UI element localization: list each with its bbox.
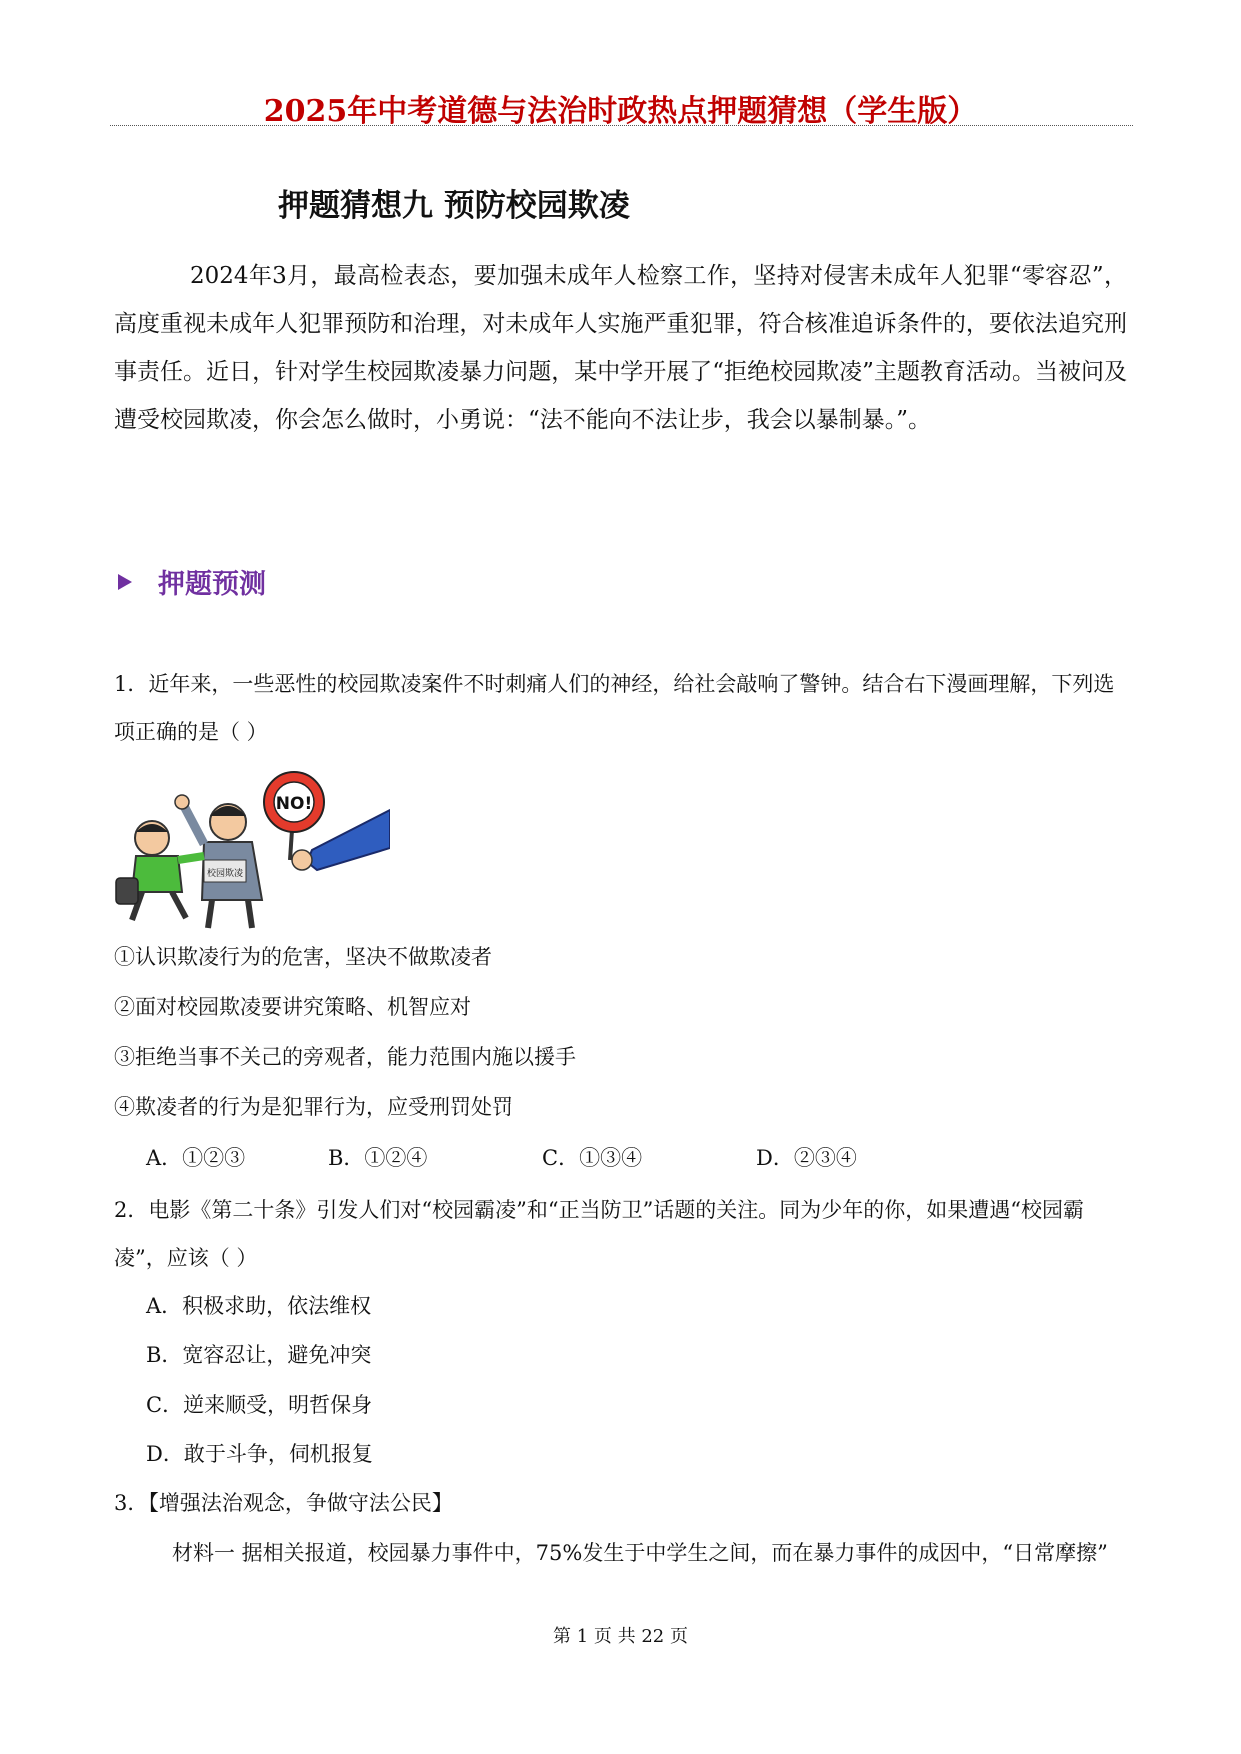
bag-text: 校园欺凌 <box>206 869 244 879</box>
bullying-cartoon-image <box>112 760 390 930</box>
intro-paragraph: 2024年3月，最高检表态，要加强未成年人检察工作，坚持对侵害未成年人犯罪“零容忍”，高度重视未成年人犯罪预防和治理，对未成年人实施严重犯罪，符合核准追诉条件的，要依法追究刑事责任。近日，针对学生校园欺凌暴力问题，某中学开展了“拒绝校园欺凌”主题教育活动。当被问及遭受校园欺凌，你会怎么做时，小勇说：“法不能向不法让步，我会以暴制暴。”。 <box>114 263 1127 433</box>
q2-option-b: B．宽容忍让，避免冲突 <box>146 1343 372 1367</box>
q2-option-a: A．积极求助，依法维权 <box>146 1294 372 1318</box>
document-header-title: 2025年中考道德与法治时政热点押题猜想（学生版） <box>263 94 978 129</box>
prediction-heading-label: 押题预测 <box>158 569 266 600</box>
q1-statement-2: ②面对校园欺凌要讲究策略、机智应对 <box>114 995 471 1019</box>
section-title: 押题猜想九 预防校园欺凌 <box>278 188 630 224</box>
header-divider <box>110 125 1133 126</box>
page-footer: 第 1 页 共 22 页 <box>553 1626 688 1647</box>
q2-option-c: C．逆来顺受，明哲保身 <box>146 1393 373 1417</box>
q1-statement-3: ③拒绝当事不关己的旁观者，能力范围内施以援手 <box>114 1045 576 1069</box>
q1-choice-c: C．①③④ <box>542 1146 643 1170</box>
q3-material-1: 材料一 据相关报道，校园暴力事件中，75%发生于中学生之间，而在暴力事件的成因中，“日常摩擦” <box>172 1541 1108 1565</box>
q1-choice-d: D．②③④ <box>756 1146 857 1170</box>
q1-statement-4: ④欺凌者的行为是犯罪行为，应受刑罚处罚 <box>114 1095 513 1119</box>
question-2-stem: 2．电影《第二十条》引发人们对“校园霸凌”和“正当防卫”话题的关注。同为少年的你，如果遭遇“校园霸凌”，应该（ ） <box>114 1198 1085 1270</box>
question-3-heading: 3．【增强法治观念，争做守法公民】 <box>114 1491 453 1515</box>
no-sign-text: NO! <box>275 794 313 814</box>
q1-choice-b: B．①②④ <box>328 1146 428 1170</box>
prediction-heading <box>118 562 266 601</box>
q2-option-d: D．敢于斗争，伺机报复 <box>146 1442 373 1466</box>
arrow-bullet-icon <box>118 574 132 590</box>
q1-choice-a: A．①②③ <box>146 1146 246 1170</box>
question-1-stem: 1．近年来，一些恶性的校园欺凌案件不时刺痛人们的神经，给社会敲响了警钟。结合右下漫画理解，下列选项正确的是（ ） <box>114 672 1115 744</box>
q1-statement-1: ①认识欺凌行为的危害，坚决不做欺凌者 <box>114 945 492 969</box>
